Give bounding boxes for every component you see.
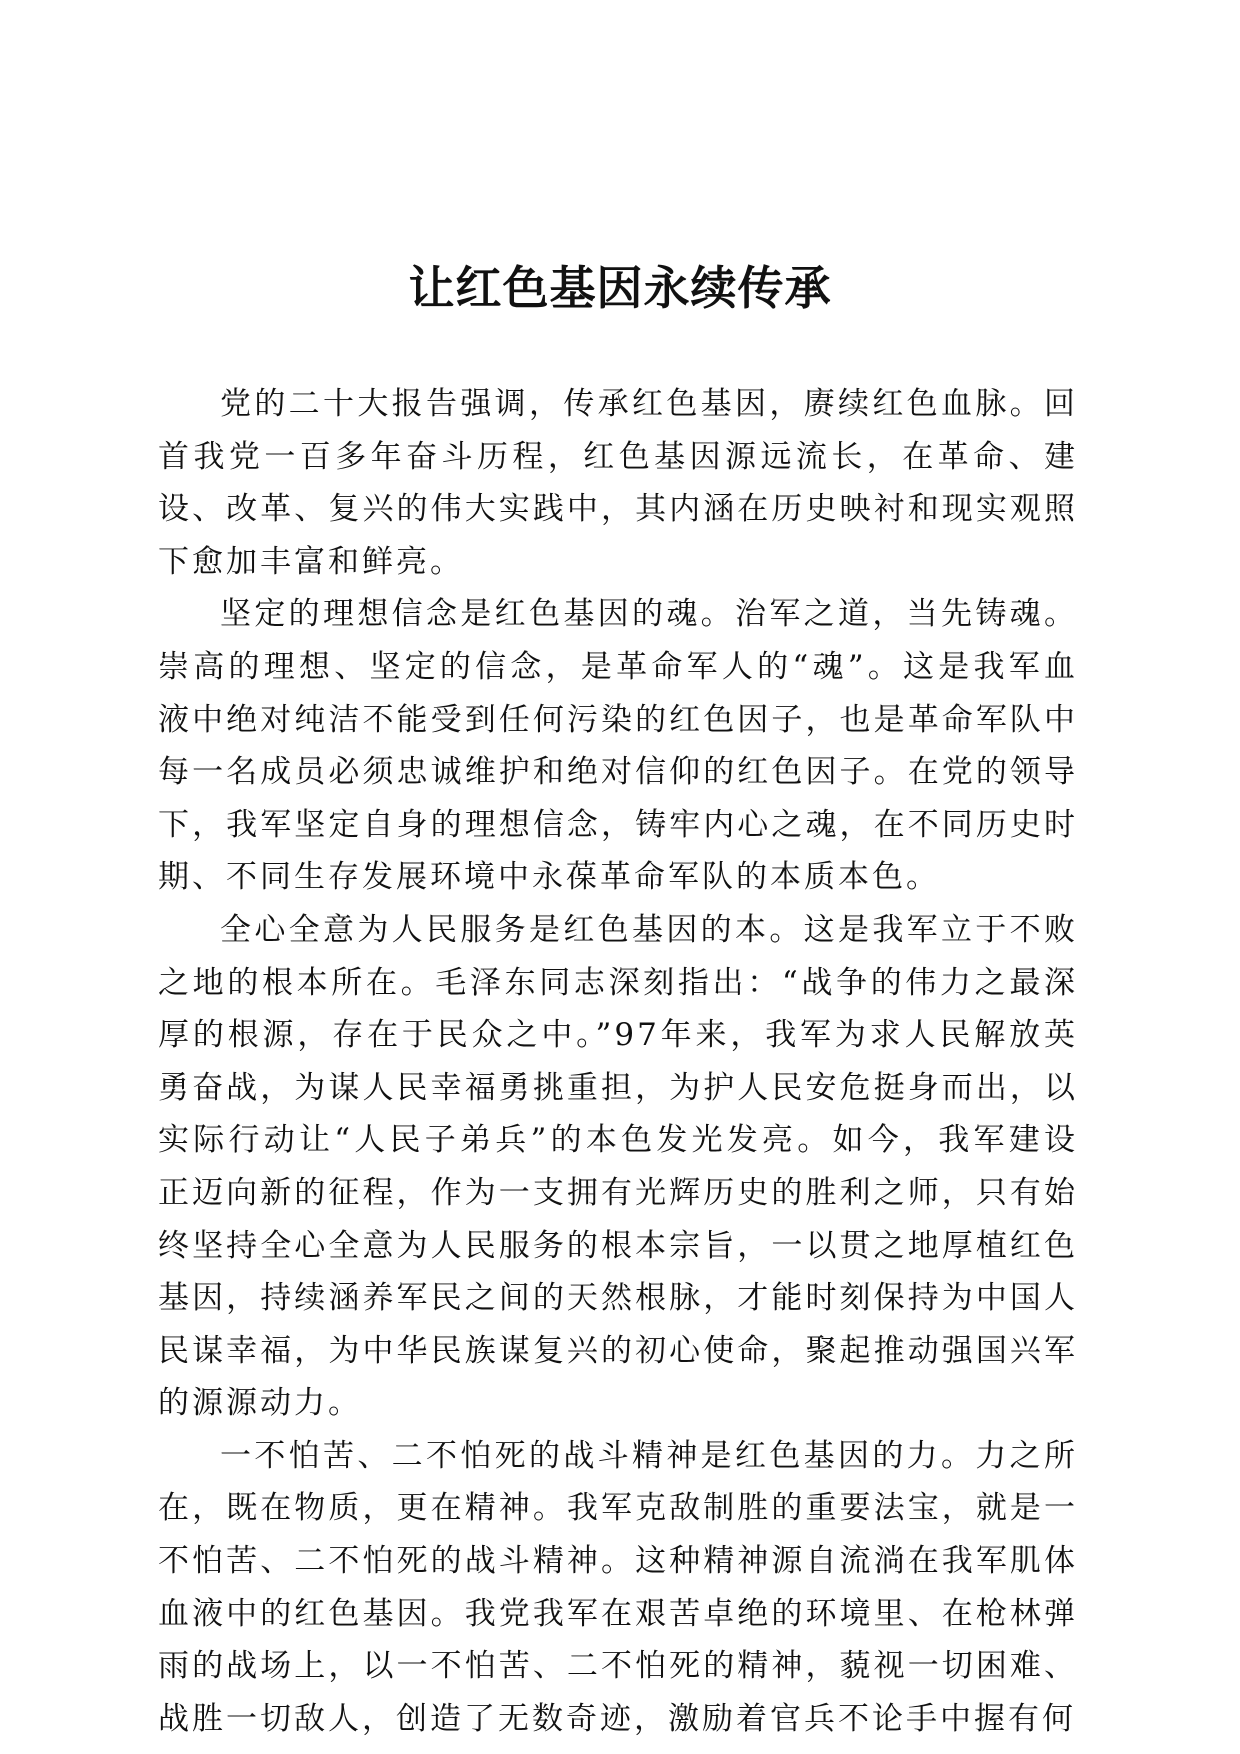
paragraph: 坚定的理想信念是红色基因的魂。治军之道，当先铸魂。崇高的理想、坚定的信念，是革命军人的“魂”。这是我军血液中绝对纯洁不能受到任何污染的红色因子，也是革命军队中每一名成员必须忠诚维护和绝对信仰的红色因子。在党的领导下，我军坚定自身的理想信念，铸牢内心之魂，在不同历史时期、不同生存发展环境中永葆革命军队的本质本色。: [158, 596, 1078, 896]
document-title: 让红色基因永续传承: [408, 261, 832, 315]
paragraph: 全心全意为人民服务是红色基因的本。这是我军立于不败之地的根本所在。毛泽东同志深刻指出：“战争的伟力之最深厚的根源，存在于民众之中。”97年来，我军为求人民解放英勇奋战，为谋人民幸福勇挑重担，为护人民安危挺身而出，以实际行动让“人民子弟兵”的本色发光发亮。如今，我军建设正迈向新的征程，作为一支拥有光辉历史的胜利之师，只有始终坚持全心全意为人民服务的根本宗旨，一以贯之地厚植红色基因，持续涵养军民之间的天然根脉，才能时刻保持为中国人民谋幸福，为中华民族谋复兴的初心使命，聚起推动强国兴军的源源动力。: [158, 911, 1078, 1422]
document-body: [158, 378, 1078, 1745]
paragraph: 党的二十大报告强调，传承红色基因，赓续红色血脉。回首我党一百多年奋斗历程，红色基因源远流长，在革命、建设、改革、复兴的伟大实践中，其内涵在历史映衬和现实观照下愈加丰富和鲜亮。: [158, 386, 1078, 580]
paragraph: 一不怕苦、二不怕死的战斗精神是红色基因的力。力之所在，既在物质，更在精神。我军克敌制胜的重要法宝，就是一不怕苦、二不怕死的战斗精神。这种精神源自流淌在我军肌体血液中的红色基因。我党我军在艰苦卓绝的环境里、在枪林弹雨的战场上，以一不怕苦、二不怕死的精神，藐视一切困难、战胜一切敌人，创造了无数奇迹，激励着官兵不论手中握有何: [158, 1437, 1078, 1737]
